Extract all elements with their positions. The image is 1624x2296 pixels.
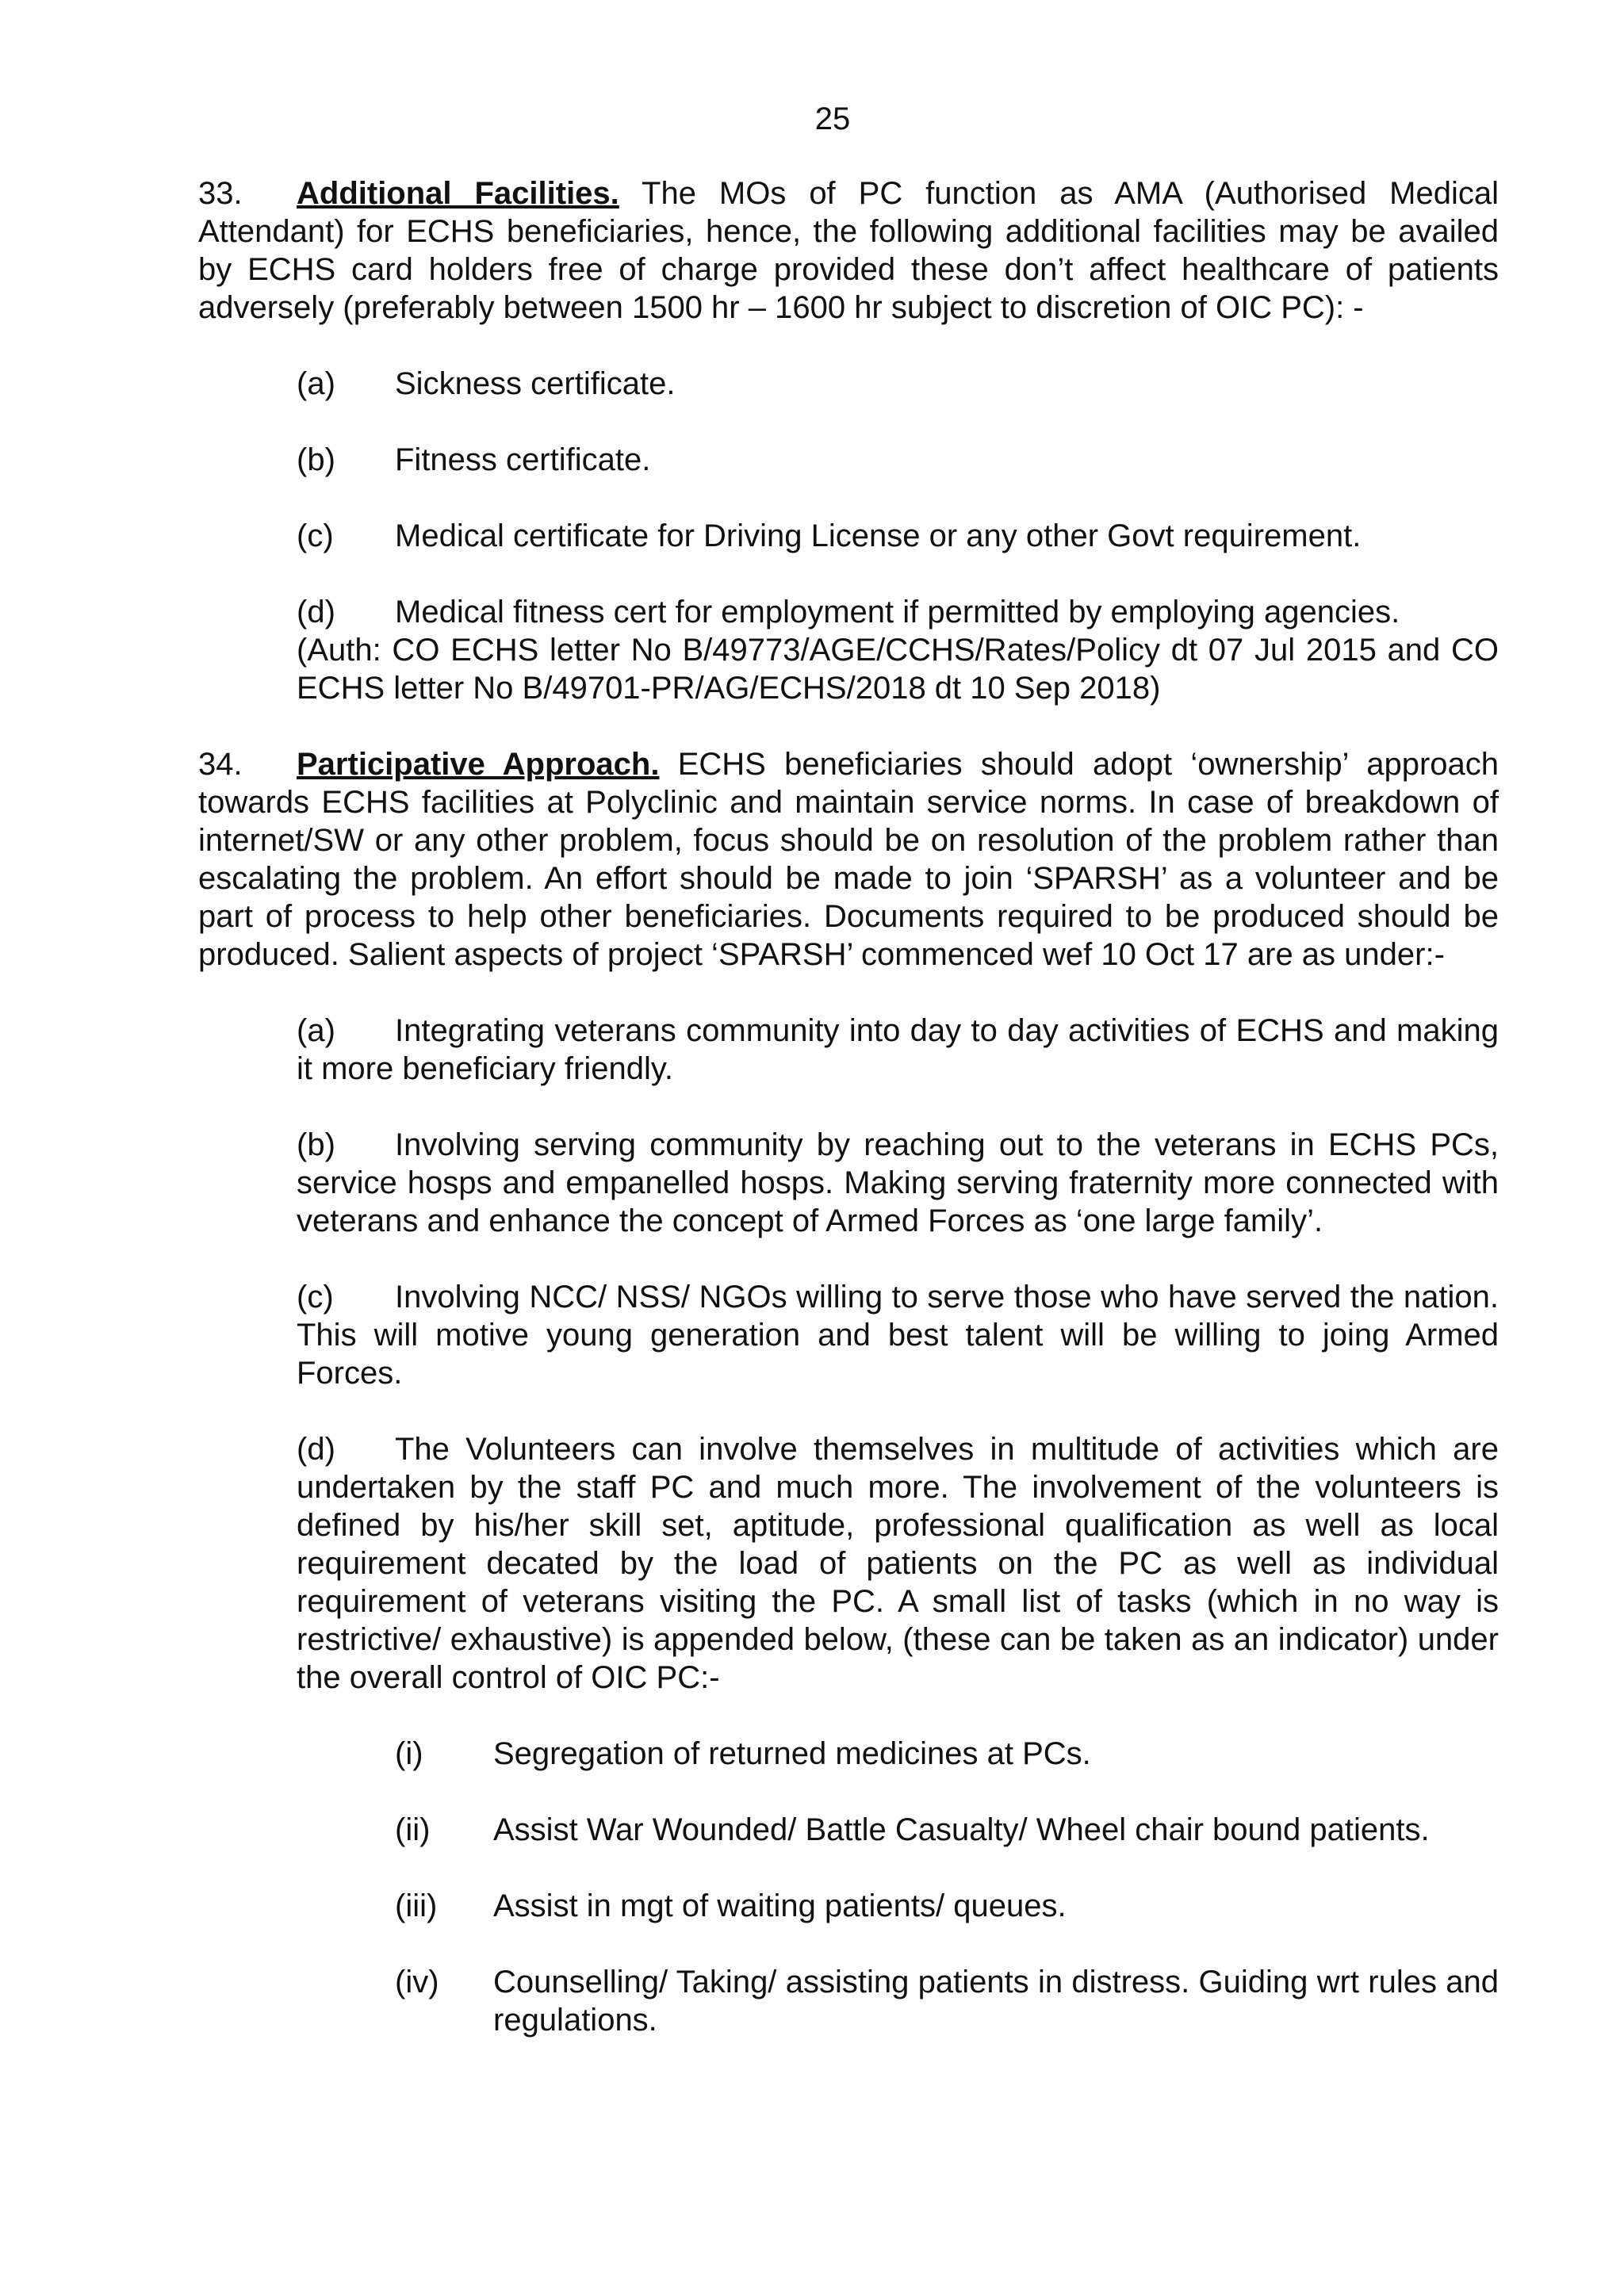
list-item-text: Involving NCC/ NSS/ NGOs willing to serve those who have served the nation. This will motive young generation and best talent will be willing to joing Armed Forces. — [297, 1280, 1499, 1391]
section-33-heading: Additional Facilities. — [297, 176, 619, 211]
sub-list-item-text: Assist War Wounded/ Battle Casualty/ Wheel chair bound patients. — [493, 1812, 1430, 1847]
sub-list-item-label: (iii) — [395, 1888, 438, 1923]
sub-list-item — [395, 1963, 1499, 2039]
list-item-text: The Volunteers can involve themselves in multitude of activities which are undertaken by the staff PC and much more. The involvement of the volunteers is defined by his/her skill set, aptitude, professional qualification as well as local requirement decated by the load of patients on the PC as well as individual requirement of veterans visiting the PC. A small list of tasks (which in no way is restrictive/ exhaustive) is appended below, (these can be taken as an indicator) under the overall control of OIC PC:- — [297, 1432, 1499, 1695]
list-item — [297, 365, 1499, 403]
sub-list-item — [395, 1887, 1499, 1925]
list-item — [297, 1012, 1499, 1088]
section-33-number: 33. — [198, 176, 243, 211]
sub-list-item — [395, 1735, 1499, 1773]
sub-list-item-label: (iv) — [395, 1965, 439, 1999]
sub-list-item-text: Segregation of returned medicines at PCs. — [493, 1736, 1091, 1771]
authority-reference: (Auth: CO ECHS letter No B/49773/AGE/CCHS/Rates/Policy dt 07 Jul 2015 and CO ECHS letter No B/49701-PR/AG/ECHS/2018 dt 10 Sep 2018) — [297, 633, 1499, 706]
section-34-number: 34. — [198, 747, 243, 782]
sub-list-item — [395, 1811, 1499, 1849]
section-34-paragraph — [198, 745, 1499, 974]
list-item-text: Sickness certificate. — [395, 366, 676, 401]
sub-list-item-text: Counselling/ Taking/ assisting patients in distress. Guiding wrt rules and regulations. — [493, 1965, 1499, 2038]
section-34-text: ECHS beneficiaries should adopt ‘ownership’ approach towards ECHS facilities at Polyclinic and maintain service norms. In case of breakdown of internet/SW or any other problem, focus should be on resolution of the problem rather than escalating the problem. An effort should be made to join ‘SPARSH’ as a volunteer and be part of process to help other beneficiaries. Documents required to be produced should be produced. Salient aspects of project ‘SPARSH’ commenced wef 10 Oct 17 are as under:- — [198, 747, 1500, 972]
list-item-label: (c) — [297, 1280, 334, 1314]
list-item-text: Integrating veterans community into day to day activities of ECHS and making it more beneficiary friendly. — [297, 1013, 1499, 1086]
list-item-label: (c) — [297, 519, 334, 553]
document-body — [198, 174, 1499, 2039]
list-item-text: Fitness certificate. — [395, 442, 651, 477]
list-item-text: Involving serving community by reaching out to the veterans in ECHS PCs, service hosps and empanelled hosps. Making serving fraternity more connected with veterans and enhance the concept of Armed Forces as ‘one large family’. — [297, 1127, 1499, 1238]
sub-list-item-label: (ii) — [395, 1812, 431, 1847]
section-33-list — [297, 365, 1499, 707]
sub-list-item-text: Assist in mgt of waiting patients/ queues. — [493, 1888, 1067, 1923]
list-item — [297, 517, 1499, 555]
list-item — [297, 1126, 1499, 1240]
sub-list-item-label: (i) — [395, 1736, 423, 1771]
section-34-list — [297, 1012, 1499, 2039]
list-item — [297, 1430, 1499, 1697]
list-item-label: (d) — [297, 595, 335, 629]
page-number: 25 — [814, 101, 851, 136]
list-item-text: Medical fitness cert for employment if permitted by employing agencies. — [395, 595, 1400, 629]
list-item-label: (a) — [297, 366, 335, 401]
list-item-text: Medical certificate for Driving License or any other Govt requirement. — [395, 519, 1362, 553]
section-34-sublist — [395, 1735, 1499, 2039]
section-33-paragraph — [198, 174, 1499, 327]
list-item — [297, 441, 1499, 479]
list-item-label: (a) — [297, 1013, 335, 1048]
list-item — [297, 593, 1499, 631]
list-item-label: (b) — [297, 1127, 335, 1162]
list-item — [297, 1278, 1499, 1392]
section-34-heading: Participative Approach. — [297, 747, 660, 782]
section-33-text: The MOs of PC function as AMA (Authorised Medical Attendant) for ECHS beneficiaries, hence, the following additional facilities may be availed by ECHS card holders free of charge provided these don’t affect healthcare of patients adversely (preferably between 1500 hr – 1600 hr subject to discretion of OIC PC): - — [198, 176, 1499, 325]
list-item-label: (b) — [297, 442, 335, 477]
list-item-label: (d) — [297, 1432, 335, 1467]
